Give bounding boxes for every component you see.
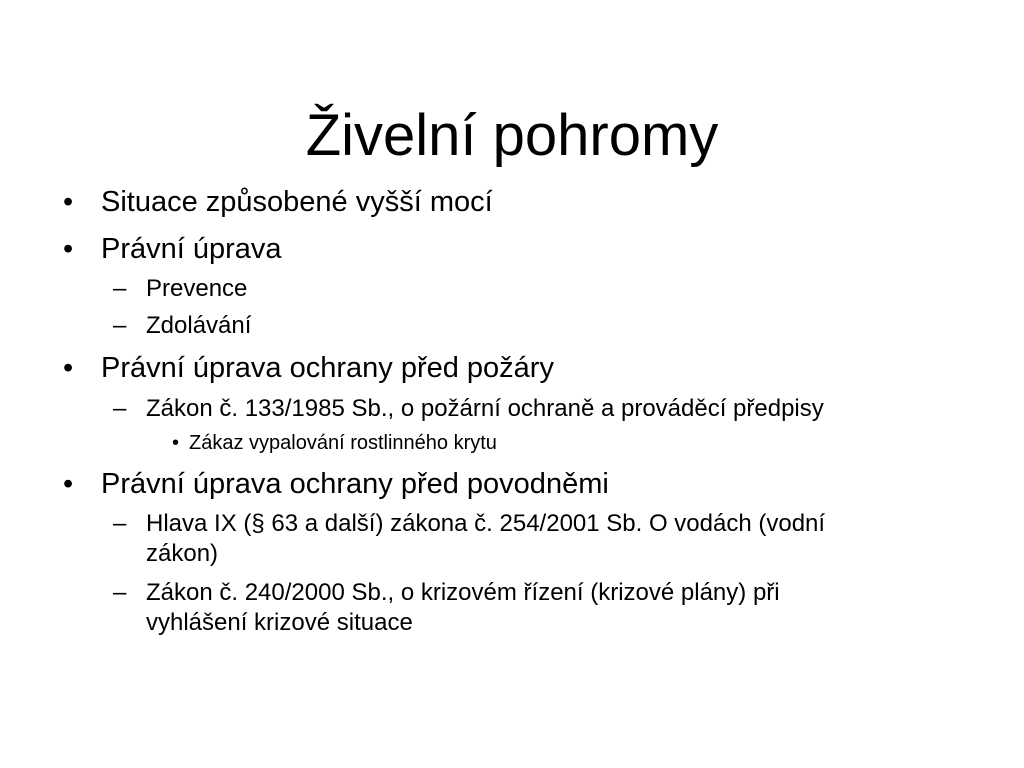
bullet-marker: • [63,468,74,500]
list-subitem-text: zákon) [146,540,219,567]
list-item [63,467,609,501]
bullet-marker: • [172,432,180,454]
list-item-text: Právní úprava ochrany před povodněmi [101,468,609,500]
slide-title: Živelní pohromy [305,102,719,168]
list-subitem [113,274,248,304]
list-subitem [113,578,780,608]
bullet-marker: • [63,233,74,265]
list-item [63,185,493,219]
dash-marker: – [113,395,127,422]
list-subitem-continuation [146,539,218,569]
dash-marker: – [113,510,127,537]
list-subitem-text: Prevence [146,275,248,302]
list-subsubitem [172,431,497,455]
dash-marker: – [113,275,127,302]
list-subitem-text: Zdolávání [146,312,252,339]
list-subitem-text: Zákon č. 133/1985 Sb., o požární ochraně a prováděcí předpisy [146,395,824,422]
dash-marker: – [113,579,127,606]
list-subitem [113,394,824,424]
list-item [63,351,554,385]
list-subitem-text: vyhlášení krizové situace [146,609,413,636]
list-subitem-text: Zákon č. 240/2000 Sb., o krizovém řízení (krizové plány) při [146,579,780,606]
list-subitem [113,509,826,539]
list-item-text: Situace způsobené vyšší mocí [101,186,493,218]
list-item [63,232,282,266]
bullet-marker: • [63,186,74,218]
list-subsubitem-text: Zákaz vypalování rostlinného krytu [189,432,497,454]
list-item-text: Právní úprava [101,233,282,265]
list-item-text: Právní úprava ochrany před požáry [101,352,554,384]
list-subitem-continuation [146,608,413,638]
bullet-marker: • [63,352,74,384]
dash-marker: – [113,312,127,339]
list-subitem-text: Hlava IX (§ 63 a další) zákona č. 254/2001 Sb. O vodách (vodní [146,510,826,537]
list-subitem [113,311,252,341]
